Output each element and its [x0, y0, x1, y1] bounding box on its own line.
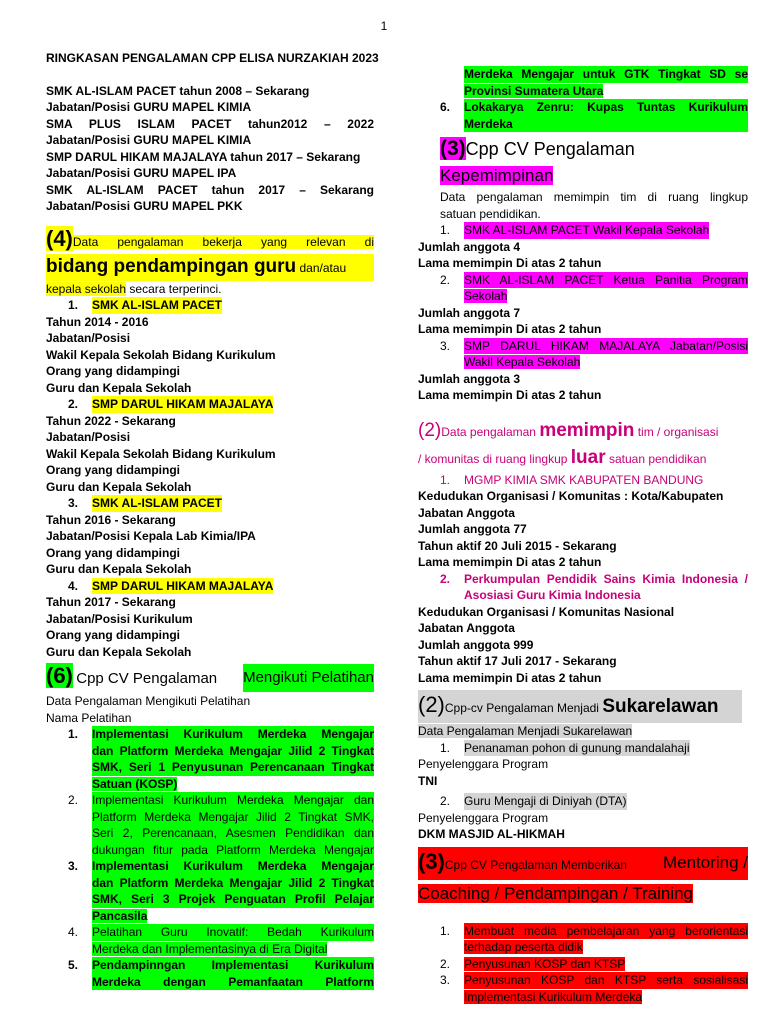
entry-detail: Jumlah anggota 4 — [418, 239, 521, 254]
page-number: 1 — [380, 19, 388, 33]
section-4-intro-line2 — [46, 254, 374, 281]
entry-number: 2. — [440, 272, 451, 287]
entry-number: 1. — [68, 298, 79, 312]
entry-number: 3. — [440, 973, 451, 987]
training-line: dan Platform Merdeka Mengajar Jilid 2 Tingkat — [92, 743, 374, 758]
entry-detail: Lama memimpin Di atas 2 tahun — [418, 388, 602, 402]
mentoring-line: Membuat media pembelajaran yang berorientasi — [464, 923, 748, 938]
entry-detail: Jumlah anggota 77 — [418, 522, 527, 536]
training-line: Provinsi Sumatera Utara — [464, 83, 604, 98]
entry-detail: Jabatan/Posisi — [46, 331, 131, 345]
training-item-continued — [440, 66, 748, 99]
entry-number: 4. — [68, 578, 79, 593]
school-line: SMK AL-ISLAM PACET tahun 2017 – Sekarang — [46, 182, 374, 197]
entry-title: Wakil Kepala Sekolah — [464, 355, 581, 369]
section-leadership-desc: satuan pendidikan. — [440, 206, 541, 221]
section-6-subtitle: Data Pengalaman Mengikuti Pelatihan — [46, 694, 251, 708]
mentoring-line: terhadap peserta didik — [464, 940, 583, 954]
training-number: 4. — [68, 925, 79, 939]
entry-detail: Orang yang didampingi — [46, 545, 181, 560]
section-6-label-highlight: Mengikuti Pelatihan — [243, 664, 374, 692]
entry-detail: Orang yang didampingi — [46, 463, 181, 477]
training-line: Lokakarya Zenru: Kupas Tuntas Kurikulum — [464, 100, 748, 114]
entry-detail: Kedudukan Organisasi / Komunitas : Kota/Kabupaten — [418, 489, 724, 503]
school-line: SMP DARUL HIKAM MAJALAYA tahun 2017 – Sekarang — [46, 149, 361, 164]
section-4 — [46, 227, 374, 661]
training-item — [68, 858, 374, 924]
leadership-entry — [418, 272, 748, 338]
section-6-label: Cpp CV Pengalaman — [76, 670, 218, 687]
training-item — [68, 792, 374, 858]
school-line: Jabatan/Posisi GURU MAPEL PKK — [46, 199, 243, 213]
entry-number: 1. — [440, 923, 451, 938]
entry-detail: Guru dan Kepala Sekolah — [46, 479, 192, 494]
entry-detail: Guru dan Kepala Sekolah — [46, 380, 192, 395]
section-volunteer-number: (2) — [418, 692, 445, 717]
section-mentoring-line2: Coaching / Pendampingan / Training — [418, 883, 694, 903]
section-4-intro: Data pengalaman bekerja yang relevan di — [72, 234, 374, 249]
training-line: Pancasila — [92, 908, 148, 923]
mentoring-line: Implementasi Kurikulum Merdeka — [464, 989, 643, 1004]
training-item — [440, 99, 748, 132]
entry-detail: Lama memimpin Di atas 2 tahun — [418, 670, 602, 685]
entry-detail: DKM MASJID AL-HIKMAH — [418, 827, 565, 841]
entry-detail: Jabatan Anggota — [418, 621, 515, 635]
training-line: SMK, Seri 1 Penyusunan Perencanaan Tingkat — [92, 760, 374, 774]
section-6-number: (6) — [46, 663, 73, 688]
training-item — [68, 924, 374, 957]
section-external-text: satuan pendidikan — [608, 451, 707, 466]
school-line: Jabatan/Posisi GURU MAPEL IPA — [46, 166, 237, 180]
entry-detail: Lama memimpin Di atas 2 tahun — [418, 256, 602, 270]
section-external-big: luar — [570, 446, 606, 468]
section-leadership-number: (3) — [440, 137, 466, 160]
entry-school: SMP DARUL HIKAM MAJALAYA — [92, 578, 274, 593]
entry-detail: Tahun 2017 - Sekarang — [46, 595, 176, 609]
training-item — [68, 957, 374, 990]
training-number: 5. — [68, 958, 79, 972]
entry-detail: Orang yang didampingi — [46, 628, 181, 642]
training-line: dan Platform Merdeka Mengajar Jilid 2 Tingkat — [92, 875, 374, 890]
section-4-intro-rest: secara terperinci. — [129, 281, 222, 296]
entry-detail: Tahun 2014 - 2016 — [46, 314, 149, 329]
section-4-intro-line1 — [46, 227, 374, 254]
entry-title: SMK AL-ISLAM PACET Ketua Panitia Program — [464, 272, 748, 287]
entry-school: SMK AL-ISLAM PACET — [92, 298, 222, 312]
entry-detail: Jabatan/Posisi Kurikulum — [46, 611, 193, 626]
mentoring-line: Penyusunan KOSP dan KTSP — [464, 956, 626, 971]
entry-school: SMK AL-ISLAM PACET — [92, 496, 222, 510]
experience-entry — [46, 297, 374, 396]
entry-detail: Orang yang didampingi — [46, 364, 181, 378]
section-leadership — [440, 136, 748, 222]
entry-title: Perkumpulan Pendidik Sains Kimia Indonesia / — [464, 571, 748, 586]
entry-number: 3. — [440, 338, 451, 353]
section-mentoring-big: Mentoring / — [662, 853, 748, 872]
entry-detail: Tahun aktif 20 Juli 2015 - Sekarang — [418, 538, 617, 553]
training-line: SMK, Seri 3 Projek Penguatan Profil Pelajar — [92, 892, 374, 906]
mentoring-item — [440, 923, 748, 956]
entry-title: SMP DARUL HIKAM MAJALAYA Jabatan/Posisi — [464, 338, 748, 353]
section-mentoring-number: (3) — [418, 848, 445, 874]
section-external-text: tim / organisasi — [637, 424, 719, 439]
left-column — [46, 50, 379, 990]
training-number: 2. — [68, 793, 79, 807]
entry-detail: Jabatan/Posisi — [46, 430, 131, 444]
entry-detail: Jumlah anggota 999 — [418, 637, 534, 652]
section-volunteer-heading — [418, 690, 742, 723]
school-line: Jabatan/Posisi GURU MAPEL KIMIA — [46, 133, 252, 147]
entry-detail: Jumlah anggota 3 — [418, 371, 521, 386]
entry-detail: Jumlah anggota 7 — [418, 305, 521, 320]
section-volunteer — [418, 690, 748, 740]
right-column — [418, 66, 748, 1005]
training-line: Implementasi Kurikulum Merdeka Mengajar — [92, 727, 374, 741]
training-line: dukungan fitur pada Platform Merdeka Mengajar — [92, 842, 374, 857]
section-external-leadership — [418, 418, 748, 472]
entry-detail: Tahun 2016 - Sekarang — [46, 512, 176, 527]
entry-detail: Jabatan Anggota — [418, 505, 515, 520]
training-number: 6. — [440, 100, 451, 114]
mentoring-line: Penyusunan KOSP dan KTSP serta sosialisasi — [464, 973, 748, 987]
training-line: Platform Merdeka Mengajar Jilid 2 Tingkat SMK, — [92, 809, 374, 824]
entry-detail: Guru dan Kepala Sekolah — [46, 644, 192, 659]
entry-number: 2. — [440, 571, 451, 586]
section-leadership-label: Cpp CV Pengalaman — [465, 139, 635, 159]
section-external-big: memimpin — [539, 419, 635, 441]
school-line: Jabatan/Posisi GURU MAPEL KIMIA — [46, 100, 252, 114]
entry-number: 3. — [68, 496, 79, 510]
experience-entry — [46, 396, 374, 495]
section-4-intro-line3 — [46, 281, 374, 298]
training-line: Satuan (KOSP) — [92, 776, 178, 791]
entry-detail: Tahun 2022 - Sekarang — [46, 413, 176, 428]
section-volunteer-subtitle-text: Data Pengalaman Menjadi Sukarelawan — [418, 724, 633, 738]
section-leadership-label2: Kepemimpinan — [440, 166, 554, 185]
training-line: Pelatihan Guru Inovatif: Bedah Kurikulum — [92, 925, 374, 939]
entry-detail: Penyelenggara Program — [418, 757, 549, 771]
section-external-heading1 — [418, 418, 748, 445]
section-external-text: / komunitas di ruang lingkup — [418, 451, 568, 466]
entry-title: MGMP KIMIA SMK KABUPATEN BANDUNG — [464, 472, 704, 487]
entry-number: 2. — [440, 956, 451, 971]
entry-number: 1. — [440, 740, 451, 755]
entry-number: 1. — [440, 472, 451, 487]
mentoring-item — [440, 956, 748, 973]
section-volunteer-label: Cpp-cv Pengalaman Menjadi — [444, 701, 599, 715]
mentoring-item — [440, 972, 748, 1005]
entry-detail: Wakil Kepala Sekolah Bidang Kurikulum — [46, 347, 276, 362]
section-external-number: (2) — [418, 419, 442, 441]
section-external-text: Data pengalaman — [441, 424, 536, 439]
experience-entry — [46, 578, 374, 661]
entry-detail: Penyelenggara Program — [418, 810, 549, 825]
training-line: Merdeka dengan Pemanfaatan Platform — [92, 974, 374, 989]
entry-title: Guru Mengaji di Diniyah (DTA) — [464, 794, 627, 808]
organization-entry — [418, 571, 748, 687]
section-volunteer-subtitle — [418, 723, 748, 740]
training-line: Implementasi Kurikulum Merdeka Mengajar dan — [92, 793, 374, 807]
section-4-highlight: kepala sekolah — [46, 281, 127, 296]
entry-school: SMP DARUL HIKAM MAJALAYA — [92, 397, 274, 411]
training-number: 1. — [68, 727, 79, 741]
leadership-entry — [418, 222, 748, 272]
school-line: SMA PLUS ISLAM PACET tahun2012 – 2022 — [46, 116, 374, 131]
entry-title: Penanaman pohon di gunung mandalahaji — [464, 740, 690, 755]
training-line: Pendampinngan Implementasi Kurikulum — [92, 958, 374, 972]
volunteer-entry — [418, 793, 748, 843]
entry-detail: Lama memimpin Di atas 2 tahun — [418, 322, 602, 336]
section-mentoring-label: Cpp CV Pengalaman Memberikan — [444, 857, 627, 872]
entry-detail: Jabatan/Posisi Kepala Lab Kimia/IPA — [46, 529, 256, 543]
leadership-entry — [418, 338, 748, 404]
training-line: Merdeka — [464, 116, 748, 133]
entry-detail: Kedudukan Organisasi / Komunitas Nasional — [418, 604, 675, 619]
entry-title: Sekolah — [464, 289, 508, 303]
entry-detail: Lama memimpin Di atas 2 tahun — [418, 555, 602, 569]
entry-detail: Guru dan Kepala Sekolah — [46, 562, 192, 576]
entry-title: Asosiasi Guru Kimia Indonesia — [464, 588, 641, 602]
training-line: Merdeka Mengajar untuk GTK Tingkat SD se — [464, 67, 748, 81]
entry-detail: Tahun aktif 17 Juli 2017 - Sekarang — [418, 654, 617, 668]
section-4-heading-rest: dan/atau — [299, 260, 347, 275]
training-item — [68, 726, 374, 792]
section-4-number: (4) — [46, 225, 73, 251]
school-list — [46, 83, 374, 215]
section-leadership-heading — [440, 136, 748, 164]
section-6 — [46, 662, 374, 990]
document-title: RINGKASAN PENGALAMAN CPP ELISA NURZAKIAH 2023 — [46, 51, 379, 65]
entry-detail: TNI — [418, 773, 438, 788]
training-line: Seri 2, Perencanaan, Asesmen Pendidikan dan — [92, 826, 374, 840]
entry-detail: Wakil Kepala Sekolah Bidang Kurikulum — [46, 446, 276, 461]
school-line: SMK AL-ISLAM PACET tahun 2008 – Sekarang — [46, 83, 310, 98]
training-line: Implementasi Kurikulum Merdeka Mengajar — [92, 859, 374, 873]
experience-entry — [46, 495, 374, 578]
section-volunteer-big: Sukarelawan — [602, 696, 719, 717]
volunteer-entry — [418, 740, 748, 790]
entry-number: 2. — [440, 794, 451, 808]
section-mentoring — [418, 847, 748, 909]
section-6-subtitle: Nama Pelatihan — [46, 710, 132, 725]
section-leadership-desc: Data pengalaman memimpin tim di ruang lingkup — [440, 190, 748, 204]
section-6-heading — [46, 662, 374, 693]
section-external-heading2 — [418, 445, 748, 472]
section-mentoring-heading1 — [418, 847, 748, 880]
entry-number: 2. — [68, 397, 79, 411]
training-line: Merdeka dan Implementasinya di Era Digital — [92, 941, 328, 956]
entry-number: 1. — [440, 223, 451, 237]
organization-entry — [418, 472, 748, 571]
entry-title: SMK AL-ISLAM PACET Wakil Kepala Sekolah — [464, 223, 710, 237]
section-4-heading: bidang pendampingan guru — [46, 255, 297, 277]
training-number: 3. — [68, 859, 79, 873]
